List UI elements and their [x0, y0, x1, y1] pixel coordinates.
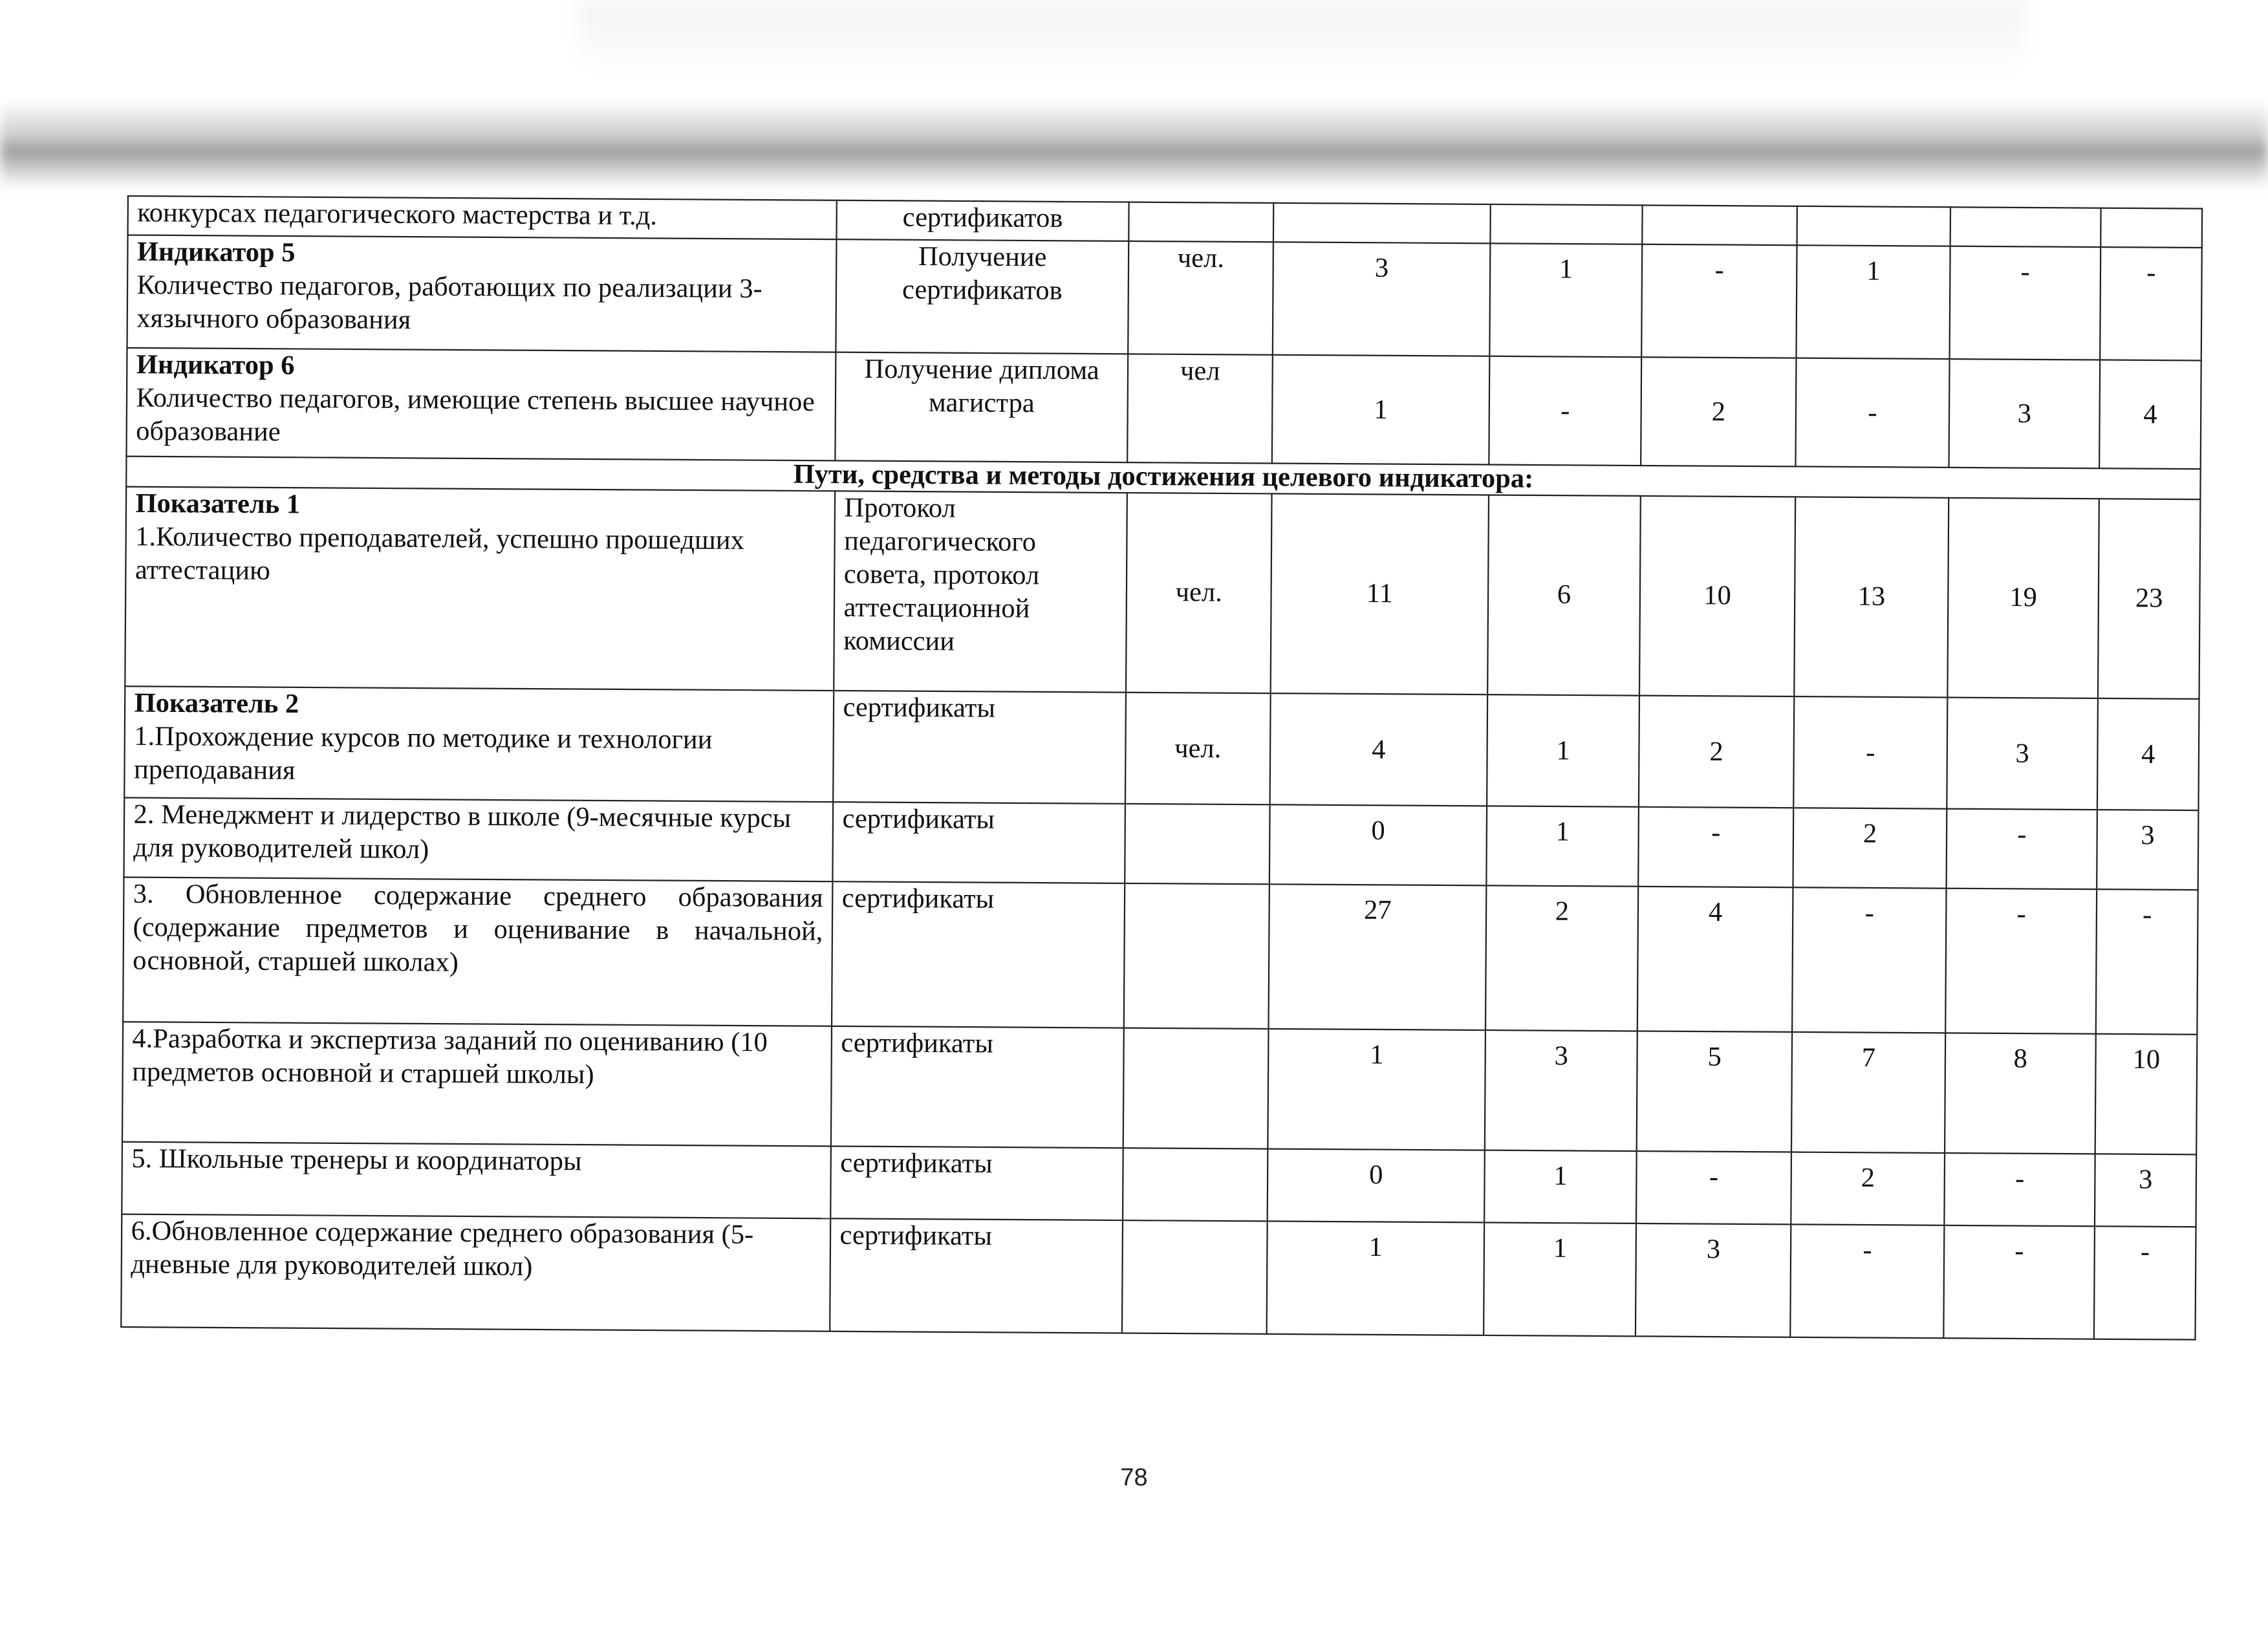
value-cell — [2101, 208, 2202, 248]
value-cell: - — [1945, 889, 2097, 1034]
value-cell: 1 — [1486, 806, 1639, 886]
value-cell: - — [1950, 246, 2101, 360]
row-title: Показатель 1 — [135, 489, 301, 521]
value-cell: - — [1944, 1153, 2095, 1226]
source-cell: сертификаты — [830, 1146, 1123, 1220]
row-description: 2. Менеджмент и лидерство в школе (9-месячные курсы для руководителей школ) — [133, 799, 792, 866]
value-cell: 1 — [1487, 695, 1639, 807]
row-description: 4.Разработка и экспертиза заданий по оцениванию (10 предметов основной и старшей школы) — [132, 1024, 768, 1091]
description-cell — [124, 686, 834, 802]
value-cell: 4 — [1270, 693, 1488, 806]
source-cell: сертификаты — [831, 1026, 1124, 1148]
description-cell — [125, 487, 835, 691]
value-cell: 3 — [1485, 1030, 1637, 1151]
table-row — [123, 877, 2198, 1034]
value-cell: 2 — [1639, 696, 1794, 808]
description-cell — [127, 235, 836, 352]
value-cell: 6 — [1487, 495, 1641, 695]
row-description: Количество педагогов, имеющие степень высшее научное образование — [136, 383, 815, 448]
value-cell: 0 — [1268, 1149, 1485, 1223]
row-description: 1.Количество преподавателей, успешно прошедших аттестацию — [135, 522, 744, 587]
row-title: Индикатор 5 — [136, 237, 296, 269]
unit-cell — [1122, 1220, 1268, 1334]
scan-shadow — [579, 0, 2025, 72]
value-cell: 2 — [1485, 885, 1638, 1031]
value-cell: - — [1795, 358, 1949, 468]
description-cell — [124, 797, 833, 881]
value-cell: - — [1943, 1225, 2095, 1339]
value-cell — [1642, 205, 1797, 245]
row-title: Показатель 2 — [134, 688, 299, 720]
value-cell: 13 — [1794, 497, 1949, 697]
value-cell: 1 — [1484, 1150, 1637, 1223]
source-cell: сертификаты — [830, 1218, 1123, 1333]
value-cell: 4 — [1637, 887, 1793, 1032]
value-cell: 3 — [2095, 1154, 2196, 1227]
value-cell: 3 — [2097, 810, 2198, 890]
value-cell: 1 — [1267, 1221, 1485, 1335]
description-cell — [123, 877, 832, 1026]
description-cell — [121, 1214, 830, 1331]
value-cell: - — [1636, 1151, 1791, 1224]
row-title: Индикатор 6 — [136, 350, 295, 382]
value-cell — [1797, 206, 1950, 246]
value-cell: 3 — [1947, 697, 2098, 810]
unit-cell — [1125, 804, 1269, 884]
source-cell: сертификаты — [833, 691, 1126, 804]
unit-cell: чел. — [1128, 241, 1273, 355]
section-header: Пути, средства и методы достижения целевого индикатора: — [793, 459, 1534, 495]
value-cell: 3 — [1636, 1223, 1791, 1337]
value-cell: 5 — [1637, 1031, 1792, 1152]
description-cell — [122, 1022, 832, 1146]
table-row — [126, 348, 2201, 469]
value-cell: 23 — [2098, 499, 2200, 699]
table-row — [121, 1214, 2196, 1340]
unit-cell — [1129, 202, 1273, 242]
table-row — [124, 797, 2198, 890]
source-cell: сертификатов — [836, 200, 1129, 241]
row-description: 3. Обновленное содержание среднего образования (содержание предметов и оценивание в начальной, основной, старшей школах) — [133, 879, 823, 978]
unit-cell: чел. — [1126, 493, 1272, 693]
unit-cell — [1123, 1148, 1268, 1221]
value-cell: 27 — [1268, 884, 1486, 1030]
unit-cell — [1124, 883, 1269, 1029]
indicators-table — [120, 195, 2203, 1341]
page-number: 78 — [1120, 1463, 1148, 1491]
value-cell: 1 — [1272, 355, 1490, 465]
source-cell: Протокол педагогического совета, протокол аттестационной комиссии — [834, 491, 1127, 692]
value-cell — [1273, 203, 1491, 243]
source-cell: Получение сертификатов — [836, 239, 1129, 354]
description-cell — [126, 348, 836, 460]
value-cell: 8 — [1945, 1033, 2096, 1154]
value-cell: - — [2094, 1226, 2196, 1339]
value-cell: - — [1793, 696, 1947, 809]
row-description: 5. Школьные тренеры и координаторы — [131, 1144, 582, 1178]
value-cell: - — [1638, 807, 1793, 887]
value-cell: - — [1641, 244, 1797, 358]
row-description: 1.Прохождение курсов по методике и технологии преподавания — [133, 722, 713, 787]
value-cell: 2 — [1791, 1152, 1945, 1225]
value-cell: 10 — [1639, 496, 1795, 696]
value-cell: 1 — [1268, 1029, 1485, 1150]
value-cell: 7 — [1791, 1032, 1945, 1153]
value-cell: - — [1792, 887, 1946, 1033]
table-row — [127, 235, 2201, 360]
value-cell: 0 — [1269, 804, 1487, 885]
unit-cell — [1123, 1028, 1269, 1149]
row-description: 6.Обновленное содержание среднего образования (5-дневные для руководителей школ) — [131, 1216, 754, 1283]
table-row — [122, 1022, 2197, 1154]
scan-fold-shadow — [0, 102, 2268, 188]
row-description: конкурсах педагогического мастерства и т.д. — [137, 198, 658, 232]
source-cell: Получение диплома магистра — [835, 352, 1128, 463]
value-cell — [1490, 204, 1642, 244]
value-cell: - — [2100, 247, 2202, 360]
source-cell: сертификаты — [832, 881, 1125, 1028]
value-cell: 4 — [2099, 360, 2201, 469]
source-cell: сертификаты — [832, 802, 1125, 883]
value-cell: 4 — [2097, 698, 2199, 810]
value-cell — [1950, 207, 2101, 247]
value-cell: - — [2096, 889, 2198, 1035]
value-cell: 19 — [1947, 498, 2099, 698]
value-cell: 2 — [1793, 808, 1947, 888]
value-cell: 3 — [1273, 242, 1491, 356]
value-cell: 2 — [1641, 357, 1796, 466]
table-row — [124, 686, 2199, 810]
value-cell: 11 — [1271, 493, 1489, 695]
table-row — [125, 487, 2200, 699]
value-cell: - — [1489, 356, 1641, 466]
table-row — [122, 1142, 2196, 1227]
description-cell — [128, 196, 837, 239]
unit-cell: чел — [1127, 354, 1273, 463]
description-cell — [122, 1142, 831, 1219]
value-cell: - — [1790, 1224, 1944, 1338]
value-cell: 1 — [1489, 243, 1642, 357]
value-cell: 1 — [1484, 1222, 1636, 1336]
row-description: Количество педагогов, работающих по реализации 3-хязычного образования — [136, 270, 762, 336]
value-cell: 3 — [1949, 359, 2101, 468]
value-cell: 1 — [1796, 245, 1950, 359]
value-cell: - — [1947, 809, 2097, 889]
unit-cell: чел. — [1125, 693, 1271, 805]
value-cell: 10 — [2095, 1034, 2198, 1155]
